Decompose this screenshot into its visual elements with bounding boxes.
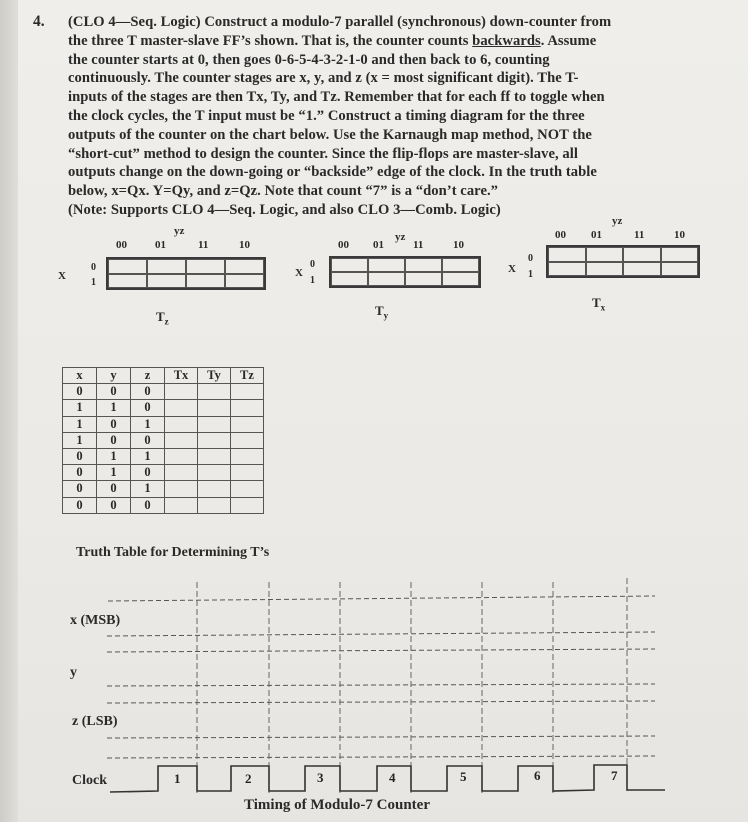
kmap-row-label: 1 [528,269,533,280]
kmap-title-letter: T [375,303,384,318]
kmap-yz-label: yz [612,215,623,227]
kmap-title-letter: T [592,295,601,310]
cell-y: 0 [97,416,131,432]
kmap-row-label: 0 [310,259,315,270]
cell-y: 0 [97,432,131,448]
clock-pulse-number: 4 [389,770,396,785]
cell-y: 1 [97,465,131,481]
cell-z: 0 [131,400,165,416]
kmap-col-label: 00 [555,229,566,241]
signal-label-y: y [70,665,77,680]
kmap-col-label: 01 [591,229,602,241]
cell-x: 1 [63,432,97,448]
cell-y: 0 [97,384,131,400]
grid-hline [107,756,655,758]
underlined-word: backwards [472,32,541,49]
grid-hline [107,684,655,686]
cell-y: 1 [97,448,131,464]
clock-pulse-number: 6 [534,768,541,783]
cell-z: 0 [131,497,165,513]
kmap-x-label: X [58,270,66,282]
truth-table-caption: Truth Table for Determining T’s [76,545,270,560]
cell-z: 0 [131,432,165,448]
header-y: y [97,368,131,384]
kmap-yz-label: yz [395,231,406,243]
problem-line-part: the three T master-slave FF’s shown. That is, the counter counts [68,32,473,49]
problem-line: continuously. The counter stages are x, y, and z (x = most significant digit). The T- [68,70,579,87]
header-x: x [63,368,97,384]
problem-line: inputs of the stages are then Tx, Ty, and Tz. Remember that for each ff to toggle when [68,89,605,106]
kmap-title-sub: z [164,316,169,327]
problem-line: the counter starts at 0, then goes 0-6-5-4-3-2-1-0 and then back to 6, counting [68,51,550,68]
cell-x: 1 [63,416,97,432]
kmap-col-label: 11 [413,239,424,251]
problem-line: the clock cycles, the T input must be “1.” Construct a timing diagram for the three [68,107,585,124]
cell-x: 0 [63,448,97,464]
kmap-col-label: 00 [116,239,127,251]
cell-x: 1 [63,400,97,416]
signal-label-x: x (MSB) [70,613,121,628]
cell-y: 0 [97,497,131,513]
cell-z: 0 [131,465,165,481]
kmap-col-label: 10 [453,239,464,251]
problem-line-part: . Assume [540,32,597,49]
clock-pulse-number: 5 [460,769,467,784]
cell-x: 0 [63,465,97,481]
header-tz: Tz [231,368,264,384]
kmap-row-label: 1 [310,275,315,286]
grid-hline [107,632,655,636]
kmap-col-label: 11 [634,229,645,241]
grid-hline [107,649,655,652]
grid-hline [107,736,655,738]
header-z: z [131,368,165,384]
cell-x: 0 [63,384,97,400]
signal-label-z: z (LSB) [72,714,118,729]
signal-label-clock: Clock [72,773,107,788]
kmap-row-label: 0 [91,262,96,273]
cell-z: 1 [131,481,165,497]
grid-hline [108,596,655,601]
problem-line: “short-cut” method to design the counter. Since the flip-flops are master-slave, all [68,145,578,162]
kmap-yz-label: yz [174,225,185,237]
cell-z: 0 [131,384,165,400]
clock-pulse-number: 7 [611,768,618,783]
timing-diagram-title: Timing of Modulo-7 Counter [244,797,430,813]
kmap-col-label: 10 [239,239,250,251]
clock-pulse-number: 3 [317,770,324,785]
problem-line: outputs of the counter on the chart below. Use the Karnaugh map method, NOT the [68,126,592,143]
kmap-col-label: 00 [338,239,349,251]
cell-y: 0 [97,481,131,497]
kmap-title-sub: y [383,310,389,321]
kmap-title-sub: x [600,302,606,313]
problem-line: (Note: Supports CLO 4—Seq. Logic, and also CLO 3—Comb. Logic) [68,201,501,218]
kmap-col-label: 01 [373,239,384,251]
kmap-x-label: X [295,267,303,279]
header-ty: Ty [198,368,231,384]
clock-pulse-number: 2 [245,771,252,786]
grid-hline [107,701,655,703]
kmap-x-label: X [508,263,516,275]
clock-waveform [110,765,665,792]
question-number: 4. [33,13,45,30]
cell-z: 1 [131,416,165,432]
cell-z: 1 [131,448,165,464]
problem-line: below, x=Qx. Y=Qy, and z=Qz. Note that count “7” is a “don’t care.” [68,183,499,200]
problem-line: (CLO 4—Seq. Logic) Construct a modulo-7 parallel (synchronous) down-counter from [68,14,612,30]
kmap-col-label: 11 [198,239,209,251]
kmap-title-letter: T [156,309,165,324]
kmap-row-label: 0 [528,253,533,264]
cell-x: 0 [63,497,97,513]
problem-line: outputs change on the down-going or “backside” edge of the clock. In the truth table [68,164,597,181]
cell-x: 0 [63,481,97,497]
kmap-row-label: 1 [91,277,96,288]
header-tx: Tx [165,368,198,384]
kmap-col-label: 10 [674,229,685,241]
clock-pulse-number: 1 [174,771,181,786]
cell-y: 1 [97,400,131,416]
kmap-col-label: 01 [155,239,166,251]
